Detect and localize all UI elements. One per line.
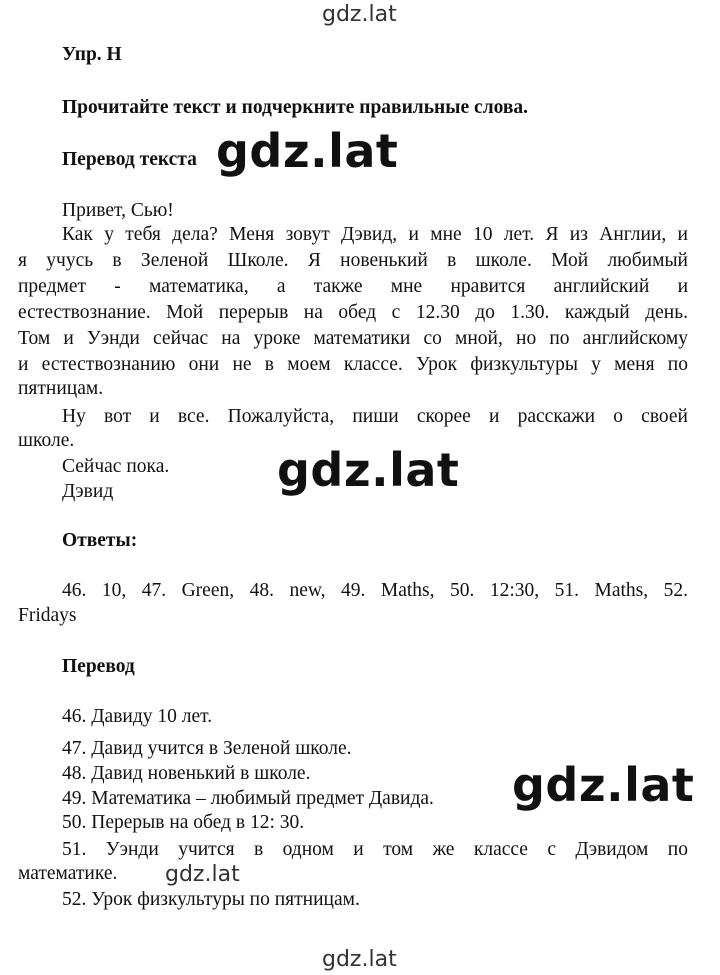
answer-item: 50. Перерыв на обед в 12: 30. [62, 812, 305, 833]
letter-line: Том и Уэнди сейчас на уроке математики со мной, но по английскому [18, 328, 688, 349]
answer-item: 46. Давиду 10 лет. [62, 706, 213, 727]
letter-line: и естествознанию они не в моем классе. Урок физкультуры у меня по [18, 354, 688, 375]
letter-line: я учусь в Зеленой Школе. Я новенький в школе. Мой любимый [18, 250, 688, 271]
answer-item: 52. Урок физкультуры по пятницам. [62, 889, 360, 910]
letter-greeting: Привет, Сью! [62, 200, 174, 221]
letter-signature: Дэвид [62, 481, 114, 502]
letter-line: Ну вот и все. Пожалуйста, пиши скорее и расскажи о своей [62, 406, 688, 427]
answer-item: 47. Давид учится в Зеленой школе. [62, 738, 352, 759]
letter-line: школе. [18, 430, 75, 451]
exercise-title: Упр. H [62, 44, 122, 65]
answer-item: математике. [18, 863, 118, 884]
letter-line: предмет - математика, а также мне нравится английский и [18, 276, 688, 297]
watermark-large: gdz.lat [512, 758, 695, 812]
letter-closing: Сейчас пока. [62, 456, 170, 477]
watermark-bottom: gdz.lat [322, 947, 397, 972]
answer-item: 49. Математика – любимый предмет Давида. [62, 788, 434, 809]
letter-line: естествознание. Мой перерыв на обед с 12.30 до 1.30. каждый день. [18, 302, 688, 323]
translation-heading: Перевод текста [62, 149, 197, 170]
watermark-top: gdz.lat [322, 2, 397, 27]
watermark-large: gdz.lat [277, 443, 460, 497]
letter-line: Как у тебя дела? Меня зовут Дэвид, и мне 10 лет. Я из Англии, и [62, 224, 688, 245]
answer-item: 48. Давид новенький в школе. [62, 763, 311, 784]
answers-translation-heading: Перевод [62, 656, 135, 677]
letter-line: пятницам. [18, 378, 104, 399]
answers-line: Fridays [18, 605, 77, 626]
answer-item: 51. Уэнди учится в одном и том же классе с Дэвидом по [62, 839, 688, 860]
watermark-large: gdz.lat [216, 124, 399, 178]
watermark-small: gdz.lat [165, 862, 240, 887]
answers-line: 46. 10, 47. Green, 48. new, 49. Maths, 50. 12:30, 51. Maths, 52. [62, 580, 688, 601]
answers-heading: Ответы: [62, 530, 138, 551]
exercise-instruction: Прочитайте текст и подчеркните правильные слова. [62, 97, 529, 118]
